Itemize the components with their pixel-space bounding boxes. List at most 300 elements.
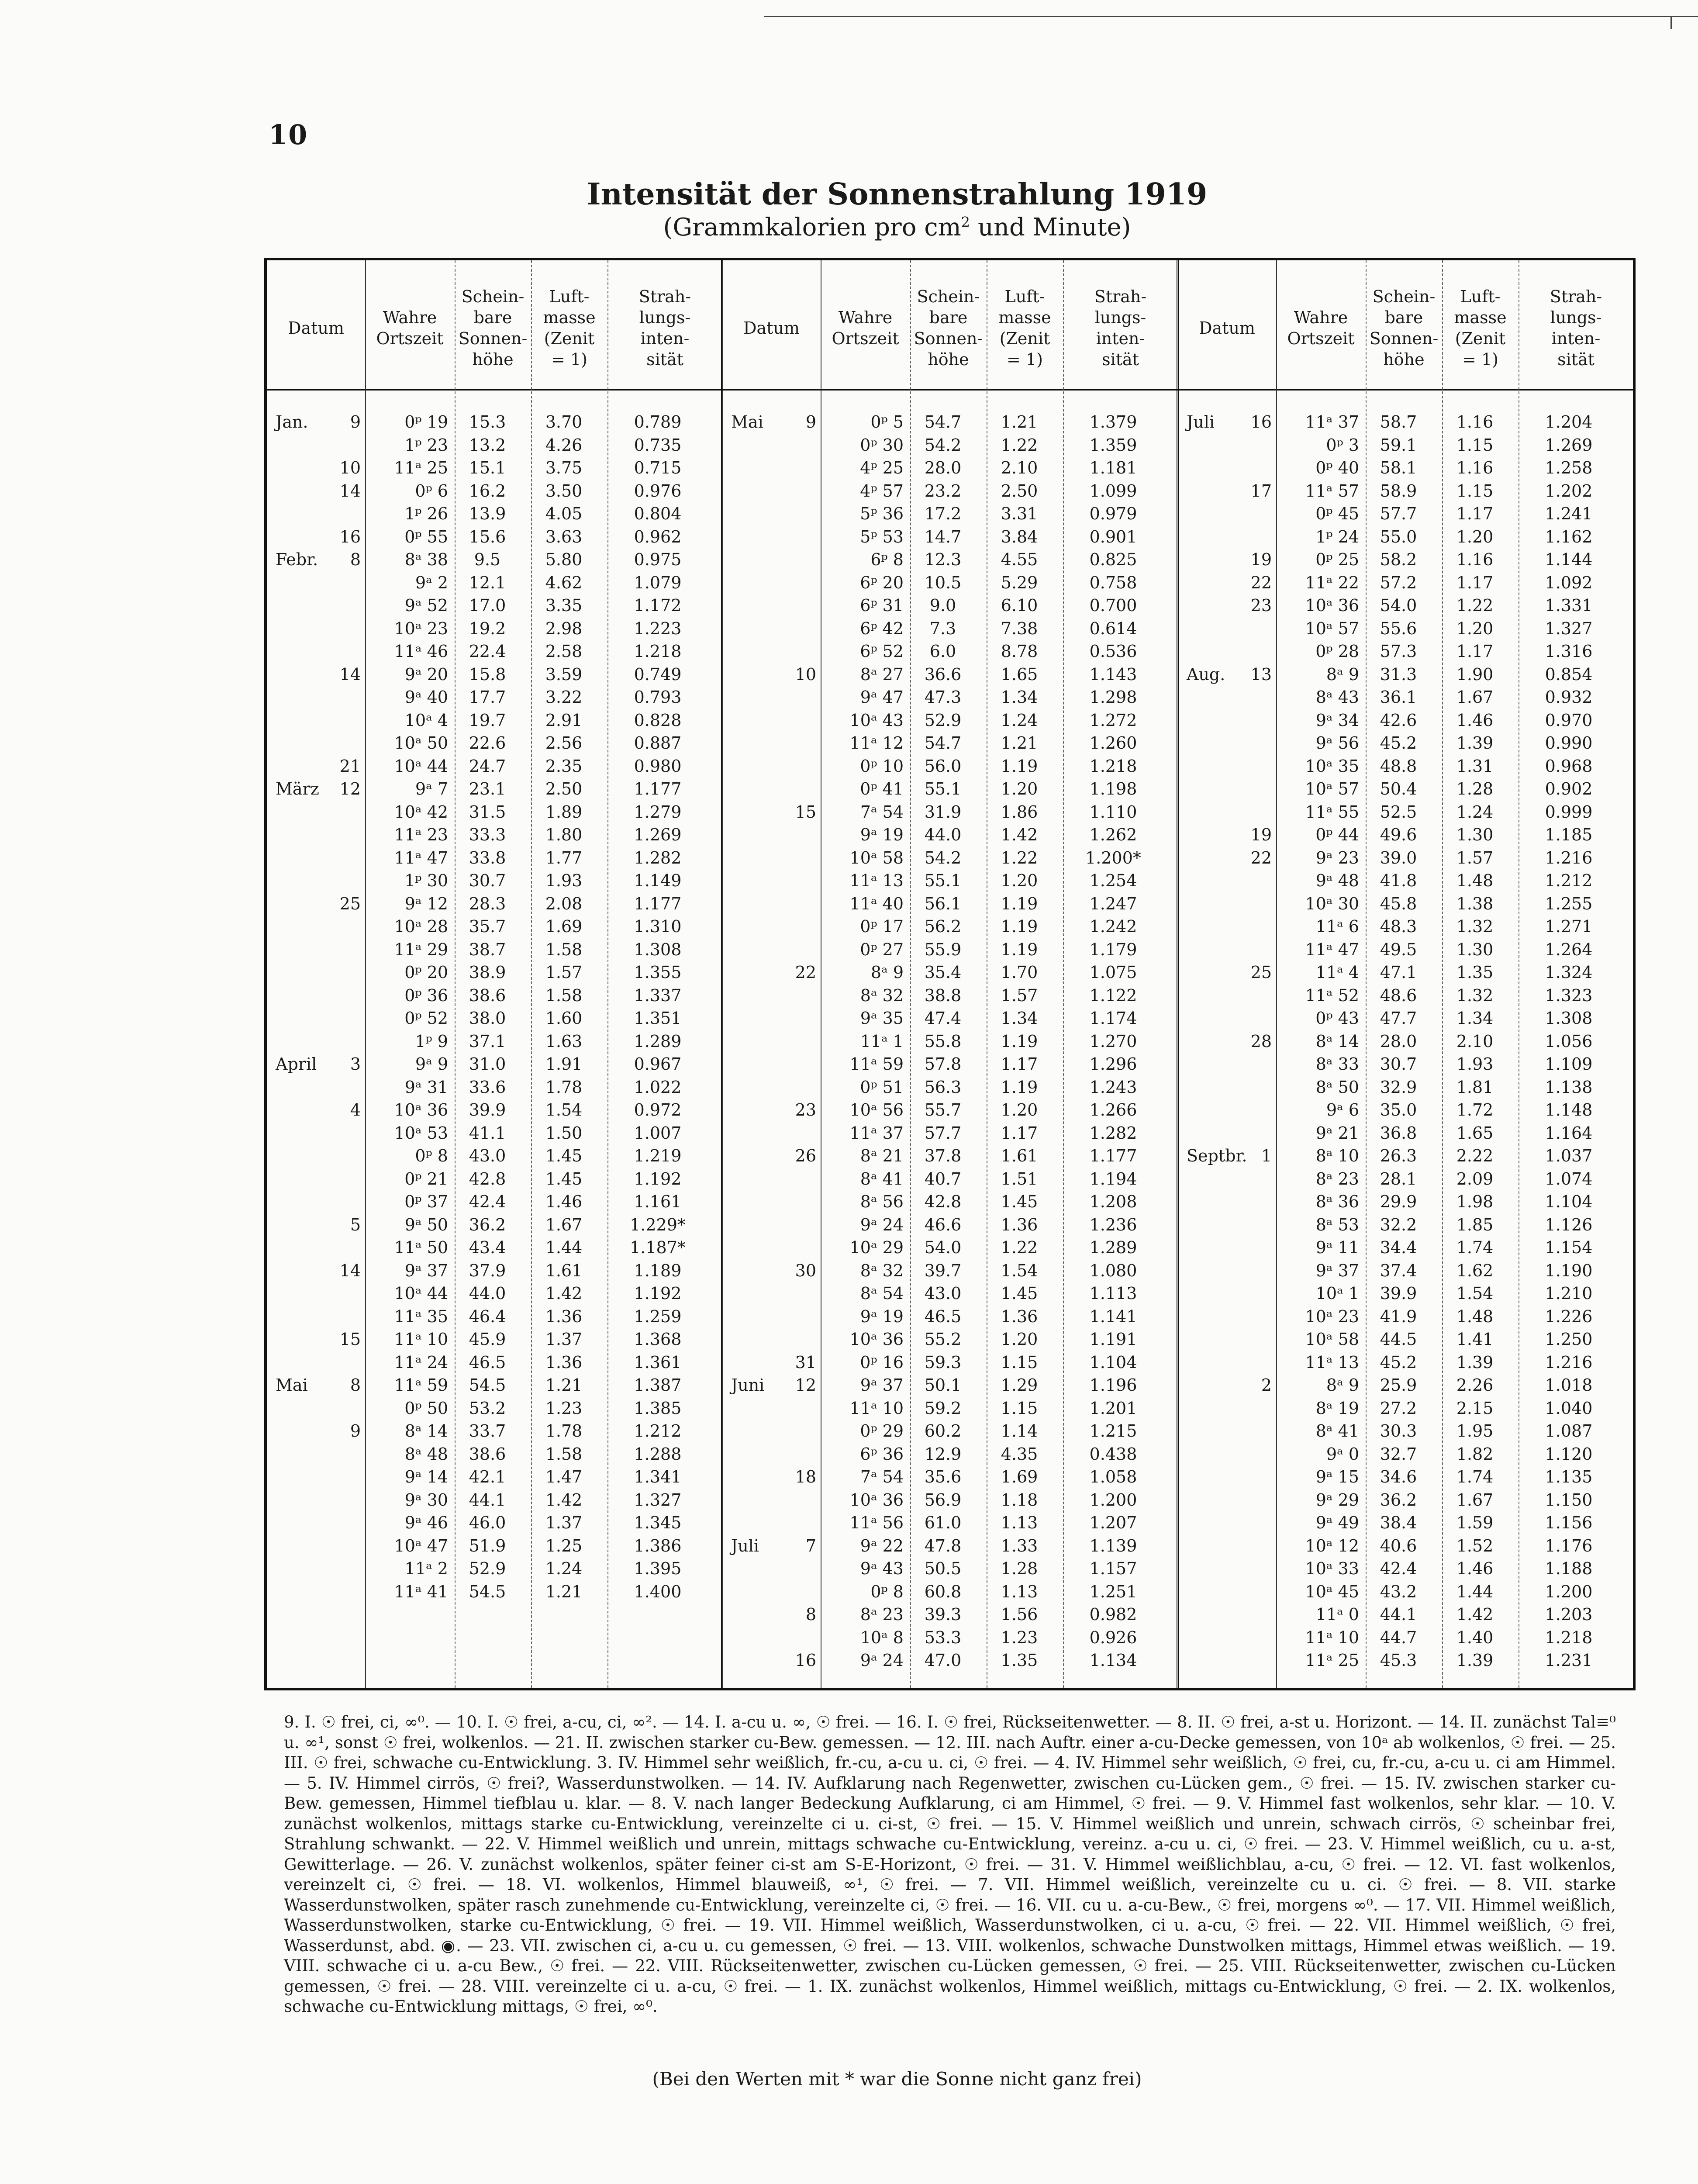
intensity-cell: 1.122	[1089, 985, 1137, 1005]
altitude-cell: 37.8	[924, 1146, 962, 1165]
airmass-cell: 2.98	[545, 619, 583, 638]
intensity-cell: 0.735	[634, 435, 682, 455]
time-cell: 8ᵃ 27	[860, 664, 904, 684]
time-cell: 0ᵖ 55	[404, 527, 448, 546]
time-cell: 6ᵖ 8	[870, 550, 904, 569]
month-cell: Juni	[731, 1375, 765, 1395]
intensity-cell: 1.216	[1545, 848, 1593, 867]
altitude-cell: 39.0	[1380, 848, 1417, 867]
altitude-cell: 52.9	[924, 710, 962, 730]
altitude-cell: 59.3	[924, 1352, 962, 1372]
airmass-cell: 1.16	[1456, 412, 1494, 432]
time-cell: 11ᵃ 12	[849, 733, 904, 753]
time-cell: 8ᵃ 54	[860, 1284, 904, 1303]
airmass-cell: 2.50	[545, 779, 583, 798]
altitude-cell: 38.0	[469, 1009, 506, 1028]
weather-notes: 9. I. ☉ frei, ci, ∞⁰. — 10. I. ☉ frei, a-cu, ci, ∞². — 14. I. a-cu u. ∞, ☉ frei. — 16. I. ☉ frei, Rückseitenwetter. — 8. II. ☉ frei, a-st u. Horizont. — 14. II. zunächst Tal≡⁰ u. ∞¹, sonst ☉ frei, wolkenlos. — 21. II. zwischen starker cu-Bew. gemessen. — 12. III. nach Auftr. einer a-cu-Decke gemessen, von 10ᵃ ab wolkenlos, ☉ frei. — 25. III. ☉ frei, schwache cu-Entwicklung. 3. IV. Himmel sehr weißlich, fr.-cu, a-cu u. ci, ☉ frei. — 4. IV. Himmel sehr weißlich, ☉ frei, cu, fr.-cu, a-cu u. ci am Himmel. — 5. IV. Himmel cirrös, ☉ frei?, Wasserdunstwolken. — 14. IV. Aufklarung nach Regenwetter, zwischen cu-Lücken gem., ☉ frei. — 15. IV. zwischen starker cu-Bew. gemessen, Himmel tiefblau u. klar. — 8. V. nach langer Bedeckung Aufklarung, ci am Himmel, ☉ frei. — 9. V. Himmel fast wolkenlos, sehr klar. — 10. V. zunächst wolkenlos, mittags starke cu-Entwicklung, vereinzelte ci u. ci-st, ☉ frei. — 15. V. Himmel weißlich und unrein, schwach cirrös, ☉ scheinbar frei, Strahlung schwankt. — 22. V. Himmel weißlich und unrein, mittags schwache cu-Entwicklung, vereinz. a-cu u. ci, ☉ frei. — 23. V. Himmel weißlich, cu u. a-st, Gewitterlage. — 26. V. zunächst wolkenlos, später feiner ci-st am S-E-Horizont, ☉ frei. — 31. V. Himmel weißlichblau, a-cu, ☉ frei. — 12. VI. fast wolkenlos, vereinzelt ci, ☉ frei. — 18. VI. wolkenlos, Himmel blauweiß, ∞¹, ☉ frei. — 7. VII. Himmel weißlich, vereinzelte cu u. ci. ☉ frei. — 8. VII. starke Wasserdunstwolken, später rasch zunehmende cu-Entwicklung, vereinzelte ci, ☉ frei. — 16. VII. cu u. a-cu-Bew., ☉ frei, morgens ∞⁰. — 17. VII. Himmel weißlich, Wasserdunstwolken, starke cu-Entwicklung, ☉ frei. — 19. VII. Himmel weißlich, Wasserdunstwolken, ci u. a-cu, ☉ frei. — 22. VII. Himmel weißlich, ☉ frei, Wasserdunst, abd. ◉. — 23. VII. zwischen ci, a-cu u. cu gemessen, ☉ frei. — 13. VIII. wolkenlos, schwache Dunstwolken mittags, Himmel etwas weißlich. — 19. VIII. schwache ci u. a-cu Bew., ☉ frei. — 22. VIII. Rückseitenwetter, zwischen cu-Lücken gemessen, ☉ frei. — 25. VIII. Rückseitenwetter, zwischen cu-Lücken gemessen, ☉ frei. — 28. VIII. vereinzelte ci u. a-cu, ☉ frei. — 1. IX. zunächst wolkenlos, Himmel weißlich, mittags cu-Entwicklung, ☉ frei. — 2. IX. wolkenlos, schwache cu-Entwicklung mittags, ☉ frei, ∞⁰.	[284, 1713, 1616, 2016]
time-cell: 10ᵃ 44	[394, 756, 448, 776]
time-cell: 11ᵃ 29	[394, 940, 448, 959]
airmass-cell: 1.50	[545, 1123, 583, 1143]
day-cell: 21	[339, 756, 361, 776]
altitude-cell: 47.0	[924, 1651, 962, 1670]
time-cell: 9ᵃ 48	[1315, 871, 1359, 890]
airmass-cell: 1.30	[1456, 825, 1494, 844]
time-cell: 11ᵃ 55	[1305, 802, 1359, 822]
airmass-cell: 1.34	[1456, 1009, 1494, 1028]
altitude-cell: 7.3	[929, 619, 956, 638]
day-cell: 14	[339, 1261, 361, 1280]
altitude-cell: 40.7	[924, 1169, 962, 1189]
intensity-cell: 1.271	[1545, 917, 1593, 936]
day-cell: 19	[1250, 550, 1272, 569]
intensity-cell: 1.258	[1545, 458, 1593, 477]
airmass-cell: 1.54	[1001, 1261, 1038, 1280]
intensity-cell: 1.154	[1545, 1238, 1593, 1257]
day-cell: 22	[795, 963, 816, 982]
altitude-cell: 56.3	[924, 1077, 962, 1097]
airmass-cell: 1.45	[1001, 1284, 1038, 1303]
time-cell: 0ᵖ 3	[1326, 435, 1359, 455]
airmass-cell: 1.22	[1456, 596, 1494, 615]
intensity-cell: 1.037	[1545, 1146, 1593, 1165]
time-cell: 9ᵃ 37	[1315, 1261, 1359, 1280]
time-cell: 10ᵃ 42	[394, 802, 448, 822]
altitude-cell: 54.0	[924, 1238, 962, 1257]
day-cell: 8	[350, 550, 361, 569]
time-cell: 9ᵃ 34	[1315, 710, 1359, 730]
altitude-cell: 56.0	[924, 756, 962, 776]
altitude-cell: 30.3	[1380, 1421, 1417, 1441]
airmass-cell: 1.69	[545, 917, 583, 936]
airmass-cell: 1.32	[1456, 985, 1494, 1005]
intensity-cell: 1.200	[1545, 1582, 1593, 1601]
airmass-cell: 1.72	[1456, 1100, 1494, 1120]
altitude-cell: 12.3	[924, 550, 962, 569]
altitude-cell: 33.6	[469, 1077, 506, 1097]
time-cell: 11ᵃ 22	[1305, 573, 1359, 592]
altitude-cell: 19.2	[469, 619, 506, 638]
intensity-cell: 1.324	[1545, 963, 1593, 982]
intensity-cell: 0.979	[1089, 504, 1137, 523]
intensity-cell: 0.804	[634, 504, 682, 523]
time-cell: 11ᵃ 13	[849, 871, 904, 890]
intensity-cell: 1.359	[1089, 435, 1137, 455]
altitude-cell: 50.4	[1380, 779, 1417, 798]
airmass-cell: 1.42	[1456, 1605, 1494, 1624]
altitude-cell: 13.9	[469, 504, 506, 523]
intensity-cell: 1.007	[634, 1123, 682, 1143]
airmass-cell: 1.70	[1001, 963, 1038, 982]
intensity-cell: 1.254	[1089, 871, 1137, 890]
column-header-intensitaet: Strah- lungs- inten- sität	[638, 287, 691, 369]
intensity-cell: 1.341	[634, 1467, 682, 1486]
day-cell: 25	[339, 894, 361, 913]
intensity-cell: 1.189	[634, 1261, 682, 1280]
intensity-cell: 1.282	[634, 848, 682, 867]
airmass-cell: 1.35	[1456, 963, 1494, 982]
airmass-cell: 3.31	[1001, 504, 1038, 523]
intensity-cell: 1.135	[1545, 1467, 1593, 1486]
time-cell: 8ᵃ 50	[1315, 1077, 1359, 1097]
day-cell: 15	[339, 1330, 361, 1349]
intensity-cell: 1.223	[634, 619, 682, 638]
page-title: Intensität der Sonnenstrahlung 1919	[587, 177, 1208, 212]
altitude-cell: 44.7	[1380, 1628, 1417, 1647]
time-cell: 8ᵃ 9	[1326, 1375, 1359, 1395]
altitude-cell: 44.5	[1380, 1330, 1417, 1349]
intensity-cell: 1.229*	[630, 1215, 686, 1234]
intensity-cell: 0.438	[1089, 1444, 1137, 1464]
time-cell: 10ᵃ 36	[394, 1100, 448, 1120]
time-cell: 11ᵃ 37	[1305, 412, 1359, 432]
intensity-cell: 1.386	[634, 1536, 682, 1555]
time-cell: 0ᵖ 20	[404, 963, 448, 982]
intensity-cell: 0.854	[1545, 664, 1593, 684]
time-cell: 9ᵃ 23	[1315, 848, 1359, 867]
time-cell: 10ᵃ 47	[394, 1536, 448, 1555]
day-cell: 4	[350, 1100, 361, 1120]
intensity-cell: 1.104	[1089, 1352, 1137, 1372]
intensity-cell: 1.201	[1089, 1398, 1137, 1418]
time-cell: 11ᵃ 0	[1315, 1605, 1359, 1624]
airmass-cell: 1.30	[1456, 940, 1494, 959]
time-cell: 8ᵃ 23	[1315, 1169, 1359, 1189]
altitude-cell: 39.9	[1380, 1284, 1417, 1303]
airmass-cell: 1.57	[545, 963, 583, 982]
time-cell: 6ᵖ 52	[860, 642, 904, 661]
airmass-cell: 1.21	[1001, 412, 1038, 432]
intensity-cell: 1.177	[634, 779, 682, 798]
intensity-cell: 0.972	[634, 1100, 682, 1120]
intensity-cell: 1.289	[1089, 1238, 1137, 1257]
altitude-cell: 44.0	[924, 825, 962, 844]
altitude-cell: 45.3	[1380, 1651, 1417, 1670]
altitude-cell: 38.6	[469, 1444, 506, 1464]
day-cell: 2	[1261, 1375, 1272, 1395]
airmass-cell: 3.75	[545, 458, 583, 477]
altitude-cell: 9.0	[929, 596, 956, 615]
time-cell: 10ᵃ 8	[860, 1628, 904, 1647]
intensity-cell: 1.361	[634, 1352, 682, 1372]
intensity-cell: 1.162	[1545, 527, 1593, 546]
airmass-cell: 1.20	[1001, 779, 1038, 798]
altitude-cell: 48.3	[1380, 917, 1417, 936]
day-cell: 14	[339, 664, 361, 684]
intensity-cell: 1.194	[1089, 1169, 1137, 1189]
intensity-cell: 1.345	[634, 1513, 682, 1532]
time-cell: 10ᵃ 36	[849, 1330, 904, 1349]
intensity-cell: 1.126	[1545, 1215, 1593, 1234]
altitude-cell: 28.1	[1380, 1169, 1417, 1189]
airmass-cell: 1.23	[545, 1398, 583, 1418]
time-cell: 9ᵃ 19	[860, 1306, 904, 1326]
altitude-cell: 54.5	[469, 1375, 506, 1395]
airmass-cell: 1.89	[545, 802, 583, 822]
time-cell: 0ᵖ 8	[870, 1582, 904, 1601]
time-cell: 8ᵃ 32	[860, 985, 904, 1005]
time-cell: 10ᵃ 57	[1305, 779, 1359, 798]
intensity-cell: 1.218	[1089, 756, 1137, 776]
intensity-cell: 1.269	[634, 825, 682, 844]
month-cell: Jan.	[276, 412, 308, 432]
intensity-cell: 1.104	[1545, 1192, 1593, 1211]
intensity-cell: 1.022	[634, 1077, 682, 1097]
intensity-cell: 0.982	[1089, 1605, 1137, 1624]
time-cell: 11ᵃ 4	[1315, 963, 1359, 982]
time-cell: 11ᵃ 25	[394, 458, 448, 477]
altitude-cell: 56.1	[924, 894, 962, 913]
intensity-cell: 0.975	[634, 550, 682, 569]
airmass-cell: 4.05	[545, 504, 583, 523]
time-cell: 8ᵃ 19	[1315, 1398, 1359, 1418]
intensity-cell: 1.092	[1545, 573, 1593, 592]
airmass-cell: 1.36	[1001, 1306, 1038, 1326]
time-cell: 0ᵖ 36	[404, 985, 448, 1005]
altitude-cell: 32.2	[1380, 1215, 1417, 1234]
intensity-cell: 0.902	[1545, 779, 1593, 798]
intensity-cell: 1.191	[1089, 1330, 1137, 1349]
time-cell: 10ᵃ 1	[1315, 1284, 1359, 1303]
time-cell: 0ᵖ 16	[860, 1352, 904, 1372]
intensity-cell: 1.075	[1089, 963, 1137, 982]
time-cell: 9ᵃ 11	[1315, 1238, 1359, 1257]
intensity-cell: 1.120	[1545, 1444, 1593, 1464]
intensity-cell: 1.187*	[630, 1238, 686, 1257]
airmass-cell: 1.56	[1001, 1605, 1038, 1624]
altitude-cell: 38.7	[469, 940, 506, 959]
month-cell: Juli	[1187, 412, 1215, 432]
altitude-cell: 9.5	[474, 550, 501, 569]
time-cell: 0ᵖ 19	[404, 412, 448, 432]
altitude-cell: 15.1	[469, 458, 506, 477]
day-cell: 16	[795, 1651, 816, 1670]
airmass-cell: 1.42	[1001, 825, 1038, 844]
airmass-cell: 1.47	[545, 1467, 583, 1486]
airmass-cell: 1.34	[1001, 1009, 1038, 1028]
airmass-cell: 1.67	[545, 1215, 583, 1234]
altitude-cell: 47.3	[924, 688, 962, 707]
airmass-cell: 1.36	[1001, 1215, 1038, 1234]
intensity-cell: 1.259	[634, 1306, 682, 1326]
airmass-cell: 1.17	[1456, 573, 1494, 592]
column-header-datum: Datum	[743, 318, 800, 338]
airmass-cell: 1.20	[1001, 871, 1038, 890]
altitude-cell: 47.1	[1380, 963, 1417, 982]
day-cell: 30	[795, 1261, 816, 1280]
column-header-intensitaet: Strah- lungs- inten- sität	[1094, 287, 1147, 369]
time-cell: 11ᵃ 24	[394, 1352, 448, 1372]
airmass-cell: 1.36	[545, 1306, 583, 1326]
intensity-cell: 0.962	[634, 527, 682, 546]
intensity-cell: 1.164	[1545, 1123, 1593, 1143]
intensity-cell: 1.323	[1545, 985, 1593, 1005]
intensity-cell: 1.250	[1545, 1330, 1593, 1349]
altitude-cell: 36.2	[1380, 1490, 1417, 1510]
time-cell: 9ᵃ 7	[415, 779, 448, 798]
day-cell: 28	[1250, 1031, 1272, 1051]
intensity-cell: 1.218	[1545, 1628, 1593, 1647]
time-cell: 9ᵃ 29	[1315, 1490, 1359, 1510]
altitude-cell: 54.7	[924, 733, 962, 753]
time-cell: 5ᵖ 53	[860, 527, 904, 546]
intensity-cell: 1.192	[634, 1284, 682, 1303]
airmass-cell: 1.93	[545, 871, 583, 890]
intensity-cell: 1.198	[1089, 779, 1137, 798]
intensity-cell: 1.308	[1545, 1009, 1593, 1028]
altitude-cell: 34.4	[1380, 1238, 1417, 1257]
time-cell: 6ᵖ 31	[860, 596, 904, 615]
altitude-cell: 52.5	[1380, 802, 1417, 822]
time-cell: 0ᵖ 44	[1315, 825, 1359, 844]
airmass-cell: 1.24	[1001, 710, 1038, 730]
altitude-cell: 28.3	[469, 894, 506, 913]
airmass-cell: 1.15	[1001, 1352, 1038, 1372]
altitude-cell: 12.9	[924, 1444, 962, 1464]
airmass-cell: 1.13	[1001, 1513, 1038, 1532]
altitude-cell: 56.2	[924, 917, 962, 936]
airmass-cell: 4.35	[1001, 1444, 1038, 1464]
airmass-cell: 1.24	[1456, 802, 1494, 822]
altitude-cell: 6.0	[929, 642, 956, 661]
time-cell: 9ᵃ 21	[1315, 1123, 1359, 1143]
altitude-cell: 57.8	[924, 1054, 962, 1074]
altitude-cell: 46.5	[469, 1352, 506, 1372]
altitude-cell: 26.3	[1380, 1146, 1417, 1165]
altitude-cell: 45.9	[469, 1330, 506, 1349]
intensity-cell: 1.109	[1545, 1054, 1593, 1074]
time-cell: 9ᵃ 37	[404, 1261, 448, 1280]
time-cell: 11ᵃ 59	[394, 1375, 448, 1395]
intensity-cell: 1.176	[1545, 1536, 1593, 1555]
column-header-ortszeit: Wahre Ortszeit	[832, 308, 899, 348]
day-cell: 14	[339, 481, 361, 501]
altitude-cell: 23.2	[924, 481, 962, 501]
subtitle-text-b: und Minute)	[970, 213, 1131, 242]
column-header-intensitaet: Strah- lungs- inten- sität	[1550, 287, 1602, 369]
intensity-cell: 1.272	[1089, 710, 1137, 730]
month-cell: Aug.	[1187, 664, 1225, 684]
airmass-cell: 1.19	[1001, 756, 1038, 776]
airmass-cell: 1.58	[545, 1444, 583, 1464]
altitude-cell: 43.4	[469, 1238, 506, 1257]
month-cell: Mai	[276, 1375, 308, 1395]
altitude-cell: 45.2	[1380, 733, 1417, 753]
time-cell: 4ᵖ 25	[860, 458, 904, 477]
day-cell: 9	[805, 412, 816, 432]
altitude-cell: 46.6	[924, 1215, 962, 1234]
airmass-cell: 1.36	[545, 1352, 583, 1372]
intensity-cell: 1.215	[1089, 1421, 1137, 1441]
intensity-cell: 1.200*	[1085, 848, 1141, 867]
altitude-cell: 30.7	[469, 871, 506, 890]
page-subtitle	[0, 213, 1698, 242]
altitude-cell: 57.7	[1380, 504, 1417, 523]
airmass-cell: 2.15	[1456, 1398, 1494, 1418]
altitude-cell: 60.2	[924, 1421, 962, 1441]
intensity-cell: 1.219	[634, 1146, 682, 1165]
airmass-cell: 1.16	[1456, 458, 1494, 477]
day-cell: 19	[1250, 825, 1272, 844]
day-cell: 10	[795, 664, 816, 684]
intensity-cell: 0.970	[1545, 710, 1593, 730]
altitude-cell: 31.5	[469, 802, 506, 822]
intensity-cell: 1.327	[634, 1490, 682, 1510]
altitude-cell: 36.6	[924, 664, 962, 684]
time-cell: 10ᵃ 58	[1305, 1330, 1359, 1349]
altitude-cell: 23.1	[469, 779, 506, 798]
time-cell: 9ᵃ 0	[1326, 1444, 1359, 1464]
time-cell: 8ᵃ 48	[404, 1444, 448, 1464]
airmass-cell: 1.13	[1001, 1582, 1038, 1601]
time-cell: 11ᵃ 41	[394, 1582, 448, 1601]
altitude-cell: 35.7	[469, 917, 506, 936]
time-cell: 0ᵖ 30	[860, 435, 904, 455]
airmass-cell: 1.45	[1001, 1192, 1038, 1211]
time-cell: 0ᵖ 5	[870, 412, 904, 432]
time-cell: 9ᵃ 15	[1315, 1467, 1359, 1486]
time-cell: 10ᵃ 30	[1305, 894, 1359, 913]
airmass-cell: 1.82	[1456, 1444, 1494, 1464]
intensity-cell: 1.337	[634, 985, 682, 1005]
time-cell: 11ᵃ 46	[394, 642, 448, 661]
altitude-cell: 55.6	[1380, 619, 1417, 638]
time-cell: 8ᵃ 41	[1315, 1421, 1359, 1441]
altitude-cell: 54.2	[924, 848, 962, 867]
time-cell: 8ᵃ 14	[404, 1421, 448, 1441]
altitude-cell: 52.9	[469, 1559, 506, 1578]
airmass-cell: 1.67	[1456, 688, 1494, 707]
altitude-cell: 31.0	[469, 1054, 506, 1074]
intensity-cell: 1.210	[1545, 1284, 1593, 1303]
time-cell: 9ᵃ 24	[860, 1215, 904, 1234]
time-cell: 0ᵖ 6	[415, 481, 448, 501]
intensity-cell: 1.080	[1089, 1261, 1137, 1280]
time-cell: 9ᵃ 56	[1315, 733, 1359, 753]
airmass-cell: 1.48	[1456, 871, 1494, 890]
airmass-cell: 1.33	[1001, 1536, 1038, 1555]
subtitle-text-a: (Grammkalorien pro cm	[663, 213, 961, 242]
intensity-cell: 1.262	[1089, 825, 1137, 844]
time-cell: 11ᵃ 10	[1305, 1628, 1359, 1647]
intensity-cell: 1.156	[1545, 1513, 1593, 1532]
page-number: 10	[269, 119, 308, 151]
time-cell: 0ᵖ 8	[415, 1146, 448, 1165]
airmass-cell: 1.69	[1001, 1467, 1038, 1486]
intensity-cell: 1.400	[634, 1582, 682, 1601]
time-cell: 8ᵃ 33	[1315, 1054, 1359, 1074]
column-header-luftmasse: Luft- masse (Zenit = 1)	[998, 287, 1051, 369]
airmass-cell: 2.22	[1456, 1146, 1494, 1165]
altitude-cell: 33.3	[469, 825, 506, 844]
altitude-cell: 33.8	[469, 848, 506, 867]
time-cell: 8ᵃ 36	[1315, 1192, 1359, 1211]
airmass-cell: 1.35	[1001, 1651, 1038, 1670]
altitude-cell: 32.9	[1380, 1077, 1417, 1097]
day-cell: 31	[795, 1352, 816, 1372]
time-cell: 8ᵃ 9	[1326, 664, 1359, 684]
altitude-cell: 36.2	[469, 1215, 506, 1234]
airmass-cell: 2.09	[1456, 1169, 1494, 1189]
time-cell: 1ᵖ 9	[415, 1031, 448, 1051]
altitude-cell: 49.6	[1380, 825, 1417, 844]
time-cell: 9ᵃ 24	[860, 1651, 904, 1670]
intensity-cell: 0.825	[1089, 550, 1137, 569]
airmass-cell: 1.45	[545, 1146, 583, 1165]
time-cell: 8ᵃ 32	[860, 1261, 904, 1280]
column-header-ortszeit: Wahre Ortszeit	[1287, 308, 1355, 348]
altitude-cell: 55.1	[924, 779, 962, 798]
intensity-cell: 0.887	[634, 733, 682, 753]
